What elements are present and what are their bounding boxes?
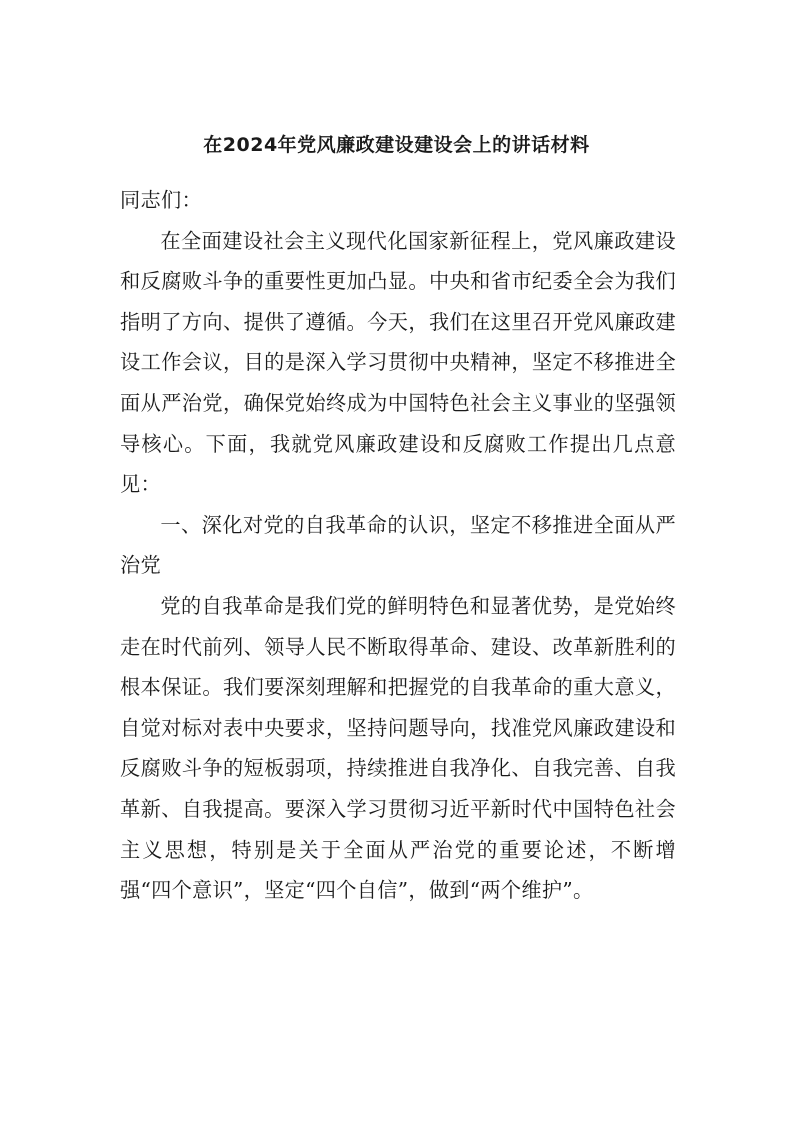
salutation: 同志们： (120, 188, 202, 212)
document-body (120, 180, 676, 911)
document-title: 在2024年党风廉政建设建设会上的讲话材料 (203, 134, 590, 156)
intro-paragraph: 在全面建设社会主义现代化国家新征程上，党风廉政建设和反腐败斗争的重要性更加凸显。中央和省市纪委全会为我们指明了方向、提供了遵循。今天，我们在这里召开党风廉政建设工作会议，目的是深入学习贯彻中央精神，坚定不移推进全面从严治党，确保党始终成为中国特色社会主义事业的坚强领导核心。下面，我就党风廉政建设和反腐败工作提出几点意见： (120, 228, 676, 497)
section-heading: 一、深化对党的自我革命的认识，坚定不移推进全面从严治党 (120, 512, 676, 578)
section-paragraph: 党的自我革命是我们党的鲜明特色和显著优势，是党始终走在时代前列、领导人民不断取得革命、建设、改革新胜利的根本保证。我们要深刻理解和把握党的自我革命的重大意义，自觉对标对表中央要求，坚持问题导向，找准党风廉政建设和反腐败斗争的短板弱项，持续推进自我净化、自我完善、自我革新、自我提高。要深入学习贯彻习近平新时代中国特色社会主义思想，特别是关于全面从严治党的重要论述，不断增强“四个意识”，坚定“四个自信”，做到“两个维护”。 (120, 593, 676, 903)
